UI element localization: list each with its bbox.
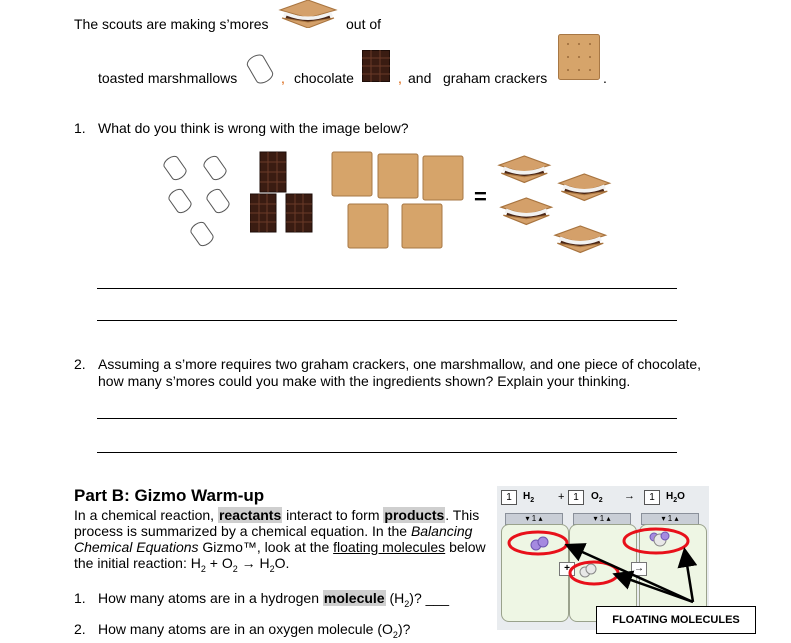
intro-text-1: The scouts are making s’mores xyxy=(74,16,269,32)
formula-h2: $H_2$ xyxy=(523,491,535,504)
arrow-sign: → xyxy=(624,490,635,502)
formula-h2o: $H_2O$ xyxy=(666,491,685,504)
intro-text-2: out of xyxy=(346,16,382,32)
label-chocolate: chocolate xyxy=(294,70,354,86)
chocolate-group-icon xyxy=(250,150,320,238)
plus-button[interactable]: + xyxy=(559,562,575,576)
paragraph-line: In a chemical reaction, reactants interact to form products. This xyxy=(74,507,480,523)
plus-sign: + xyxy=(558,491,565,503)
paragraph-line: Chemical Equations Gizmo™, look at the floating molecules below xyxy=(74,539,486,555)
marshmallows-group-icon xyxy=(150,146,250,250)
coefficient-stepper[interactable]: ▾ 1 ▴ xyxy=(505,513,563,525)
paragraph-line: the initial reaction: $H_2 + O_2 \to H_2O$. xyxy=(74,555,290,574)
water-molecule xyxy=(650,532,669,546)
question-2-text-line1: Assuming a s’more requires two graham crackers, one marshmallow, and one piece of chocolate, xyxy=(98,356,702,372)
section-heading: Part B: Gizmo Warm-up xyxy=(74,486,265,505)
marshmallow-icon xyxy=(243,52,277,86)
chocolate-icon xyxy=(362,50,390,82)
term-molecule: molecule xyxy=(323,590,385,606)
answer-line[interactable] xyxy=(97,288,677,289)
coefficient-box[interactable]: 1 xyxy=(501,490,517,505)
term-products: products xyxy=(384,507,445,523)
coefficient-stepper[interactable]: ▾ 1 ▴ xyxy=(573,513,631,525)
question-1-text: What do you think is wrong with the image below? xyxy=(98,120,409,136)
oxygen-molecule xyxy=(580,564,596,577)
period: . xyxy=(603,70,607,86)
smores-group-icon xyxy=(495,152,613,256)
equals-sign: = xyxy=(474,184,487,209)
question-number: 2. xyxy=(74,621,86,637)
question-number: 1. xyxy=(74,590,86,606)
coefficient-stepper[interactable]: ▾ 1 ▴ xyxy=(641,513,699,525)
label-marshmallows: toasted marshmallows xyxy=(98,70,238,86)
graham-cracker-icon xyxy=(558,34,600,80)
question-number: 1. xyxy=(74,120,86,136)
paragraph-line: process is summarized by a chemical equation. In the Balancing xyxy=(74,523,473,539)
partb-question-2: How many atoms are in an oxygen molecule $(O_2)$? xyxy=(98,621,411,640)
label-and: and xyxy=(408,70,432,86)
comma: , xyxy=(398,70,402,86)
hydrogen-molecule xyxy=(531,537,548,550)
answer-line[interactable] xyxy=(97,452,677,453)
term-reactants: reactants xyxy=(218,507,282,523)
smore-icon xyxy=(278,0,338,28)
question-2-text-line2: how many s’mores could you make with the ingredients shown? Explain your thinking. xyxy=(98,373,631,389)
comma: , xyxy=(281,70,285,86)
coefficient-box[interactable]: 1 xyxy=(568,490,584,505)
coefficient-box[interactable]: 1 xyxy=(644,490,660,505)
graham-crackers-group-icon xyxy=(330,150,466,250)
answer-line[interactable] xyxy=(97,418,677,419)
callout-arrow xyxy=(617,575,693,602)
callout-arrow xyxy=(685,552,693,602)
question-number: 2. xyxy=(74,356,86,372)
floating-molecules-link: floating molecules xyxy=(333,539,446,555)
partb-question-1: How many atoms are in a hydrogen molecule $(H_2)$? ___ xyxy=(98,590,449,609)
formula-o2: $O_2$ xyxy=(591,491,603,504)
callout-label: FLOATING MOLECULES xyxy=(596,606,756,634)
arrow-button[interactable]: → xyxy=(631,562,647,576)
answer-line[interactable] xyxy=(97,320,677,321)
label-graham-crackers: graham crackers xyxy=(443,70,548,86)
